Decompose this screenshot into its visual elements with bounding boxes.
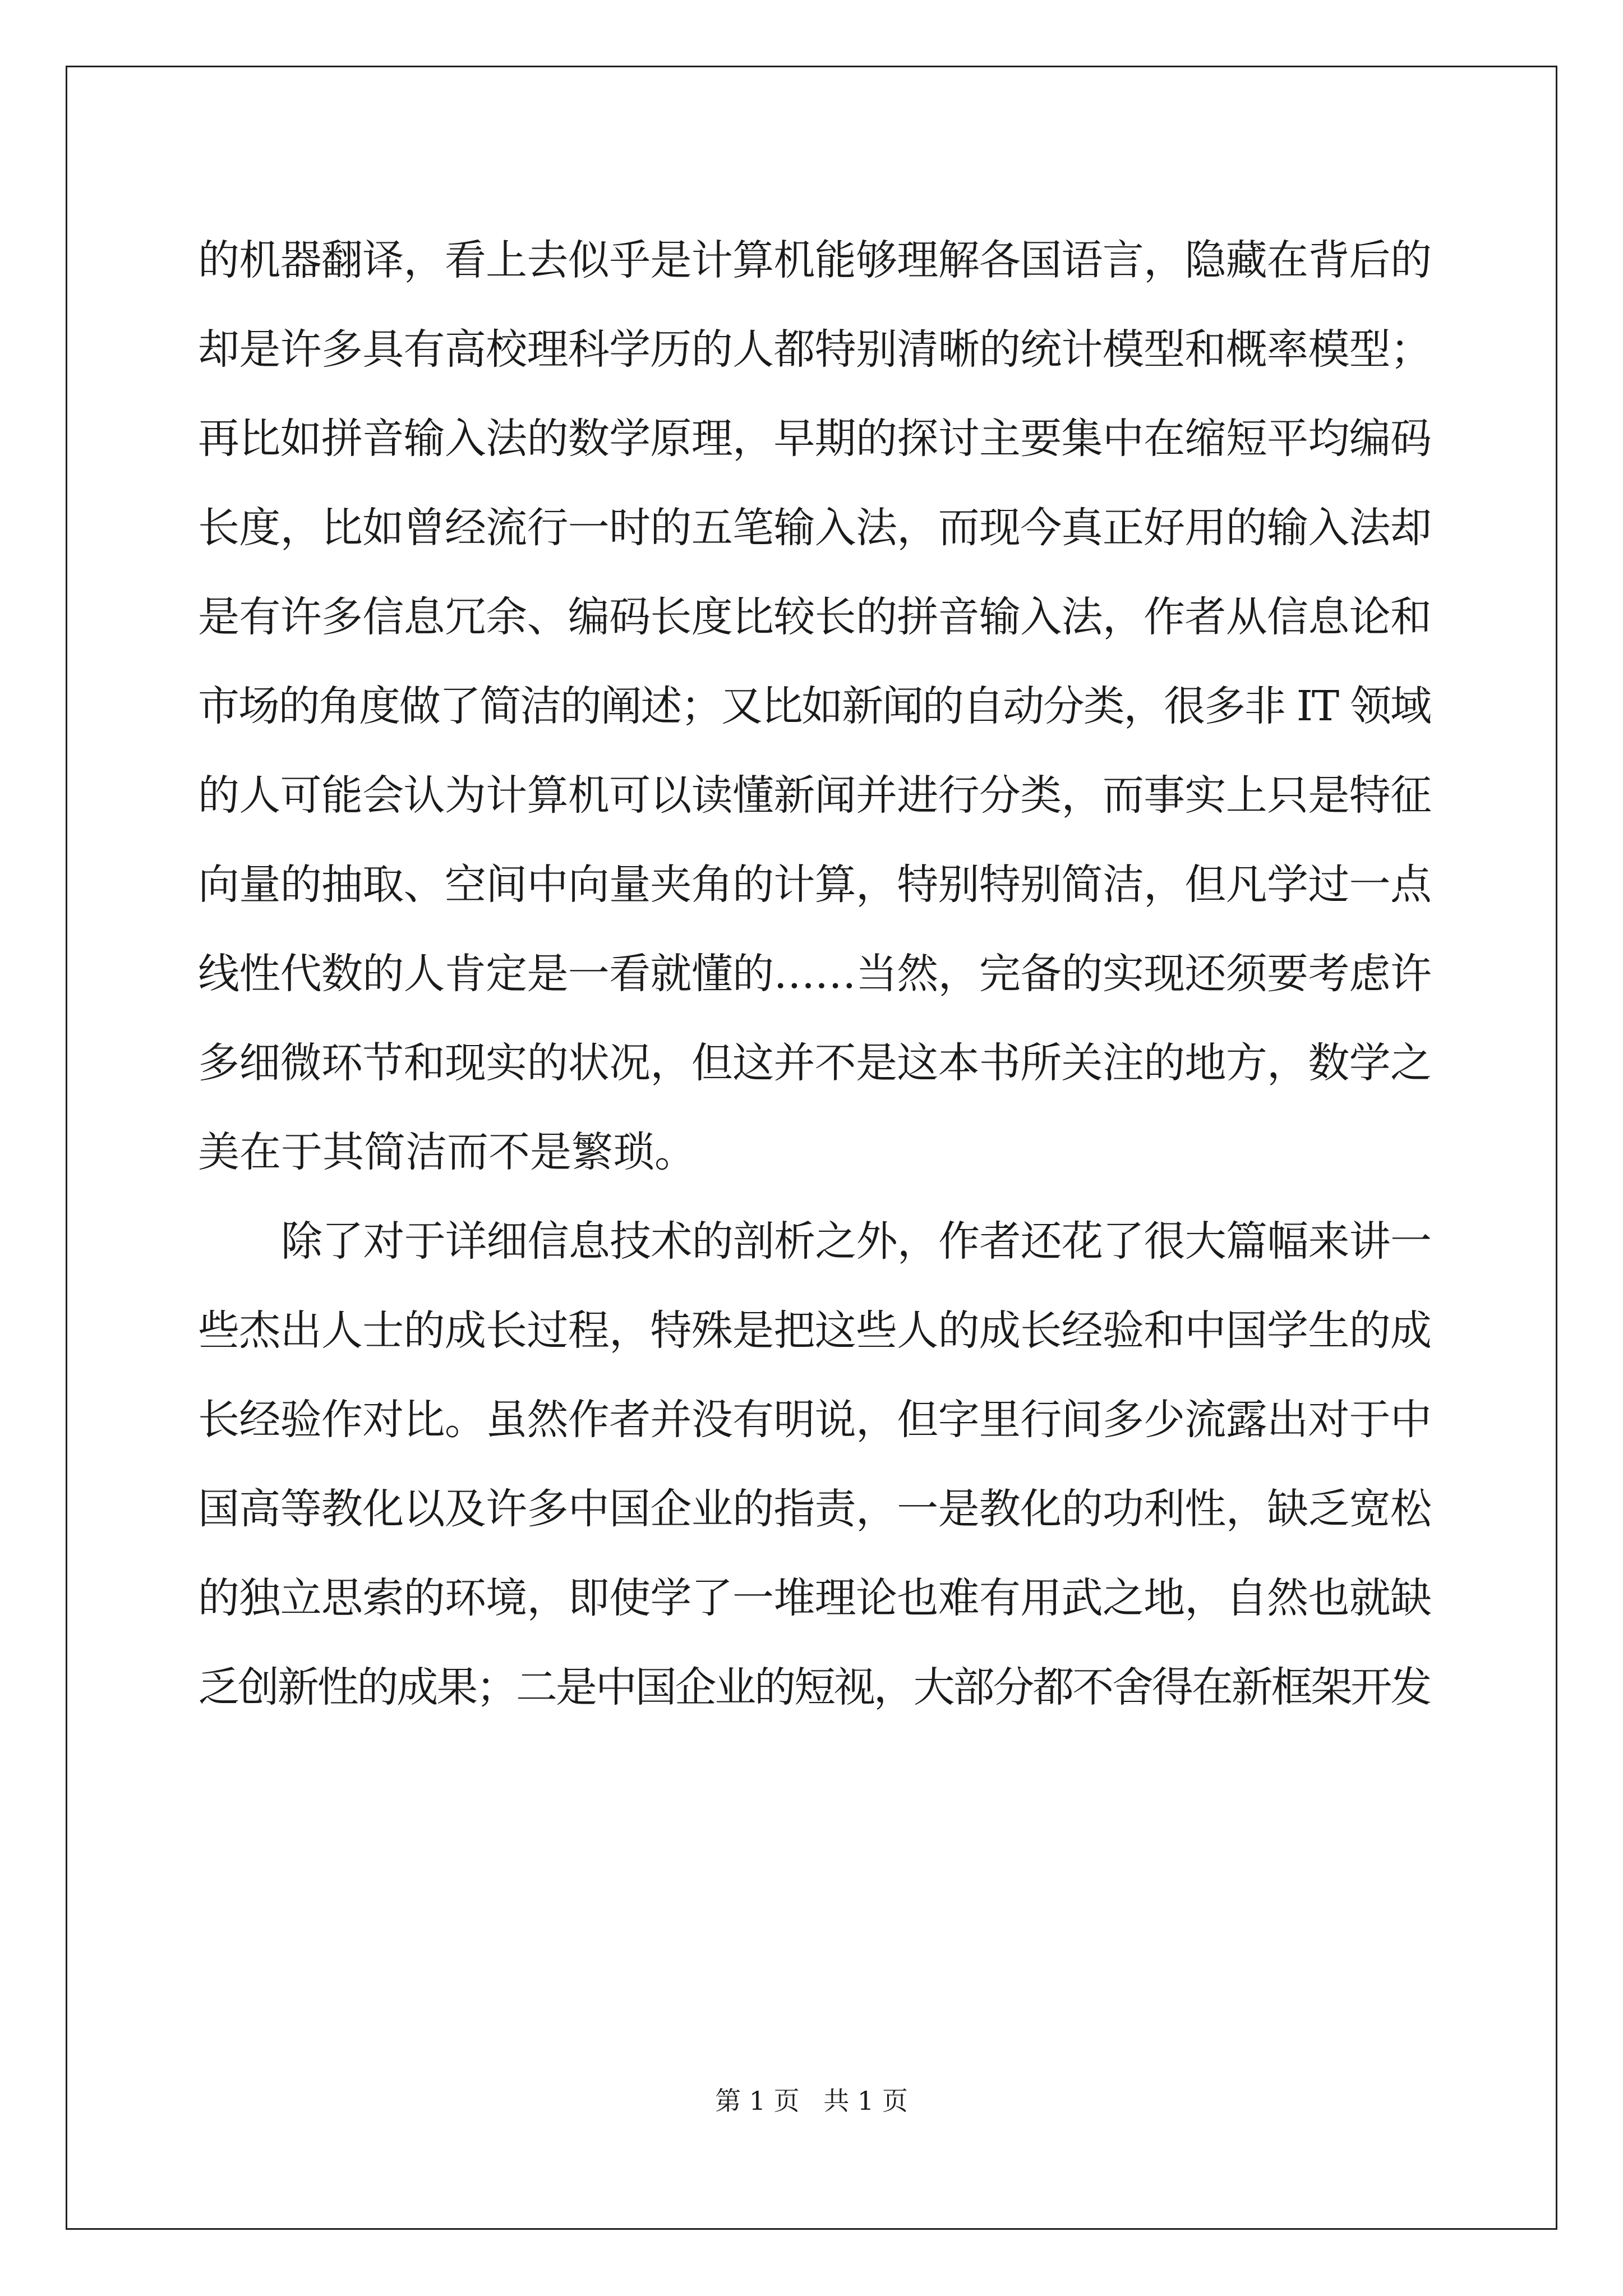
total-pages: 共 1 页 (823, 2086, 908, 2116)
page-number: 第 1 页 (715, 2086, 800, 2116)
text-line: 的机器翻译，看上去似乎是计算机能够理解各国语言，隐藏在背后的 (198, 236, 1432, 284)
text-line: 国高等教化以及许多中国企业的指责，一是教化的功利性，缺乏宽松 (198, 1485, 1432, 1533)
document-body (198, 216, 1432, 1732)
text-line-paragraph-start: 除了对于详细信息技术的剖析之外，作者还花了很大篇幅来讲一 (281, 1217, 1432, 1266)
text-line: 的人可能会认为计算机可以读懂新闻并进行分类，而事实上只是特征 (198, 771, 1432, 820)
page-footer (0, 2084, 1623, 2118)
text-line: 再比如拼音输入法的数学原理，早期的探讨主要集中在缩短平均编码 (198, 415, 1432, 463)
text-line: 美在于其简洁而不是繁琐。 (198, 1128, 696, 1176)
text-line: 是有许多信息冗余、编码长度比较长的拼音输入法，作者从信息论和 (198, 593, 1432, 641)
text-line: 多细微环节和现实的状况，但这并不是这本书所关注的地方，数学之 (198, 1039, 1432, 1087)
text-line: 长度，比如曾经流行一时的五笔输入法，而现今真正好用的输入法却 (198, 504, 1432, 552)
text-line: 却是许多具有高校理科学历的人都特别清晰的统计模型和概率模型； (198, 325, 1432, 374)
text-line: 线性代数的人肯定是一看就懂的……当然，完备的实现还须要考虑许 (198, 950, 1432, 998)
text-line: 乏创新性的成果；二是中国企业的短视，大部分都不舍得在新框架开发 (198, 1663, 1430, 1711)
text-line: 向量的抽取、空间中向量夹角的计算，特别特别简洁，但凡学过一点 (198, 861, 1432, 909)
text-line: 些杰出人士的成长过程，特殊是把这些人的成长经验和中国学生的成 (198, 1306, 1432, 1355)
text-line: 长经验作对比。虽然作者并没有明说，但字里行间多少流露出对于中 (198, 1396, 1432, 1444)
text-line: 的独立思索的环境，即使学了一堆理论也难有用武之地，自然也就缺 (198, 1574, 1432, 1622)
text-line: 市场的角度做了简洁的阐述；又比如新闻的自动分类，很多非 IT 领域 (198, 682, 1431, 730)
